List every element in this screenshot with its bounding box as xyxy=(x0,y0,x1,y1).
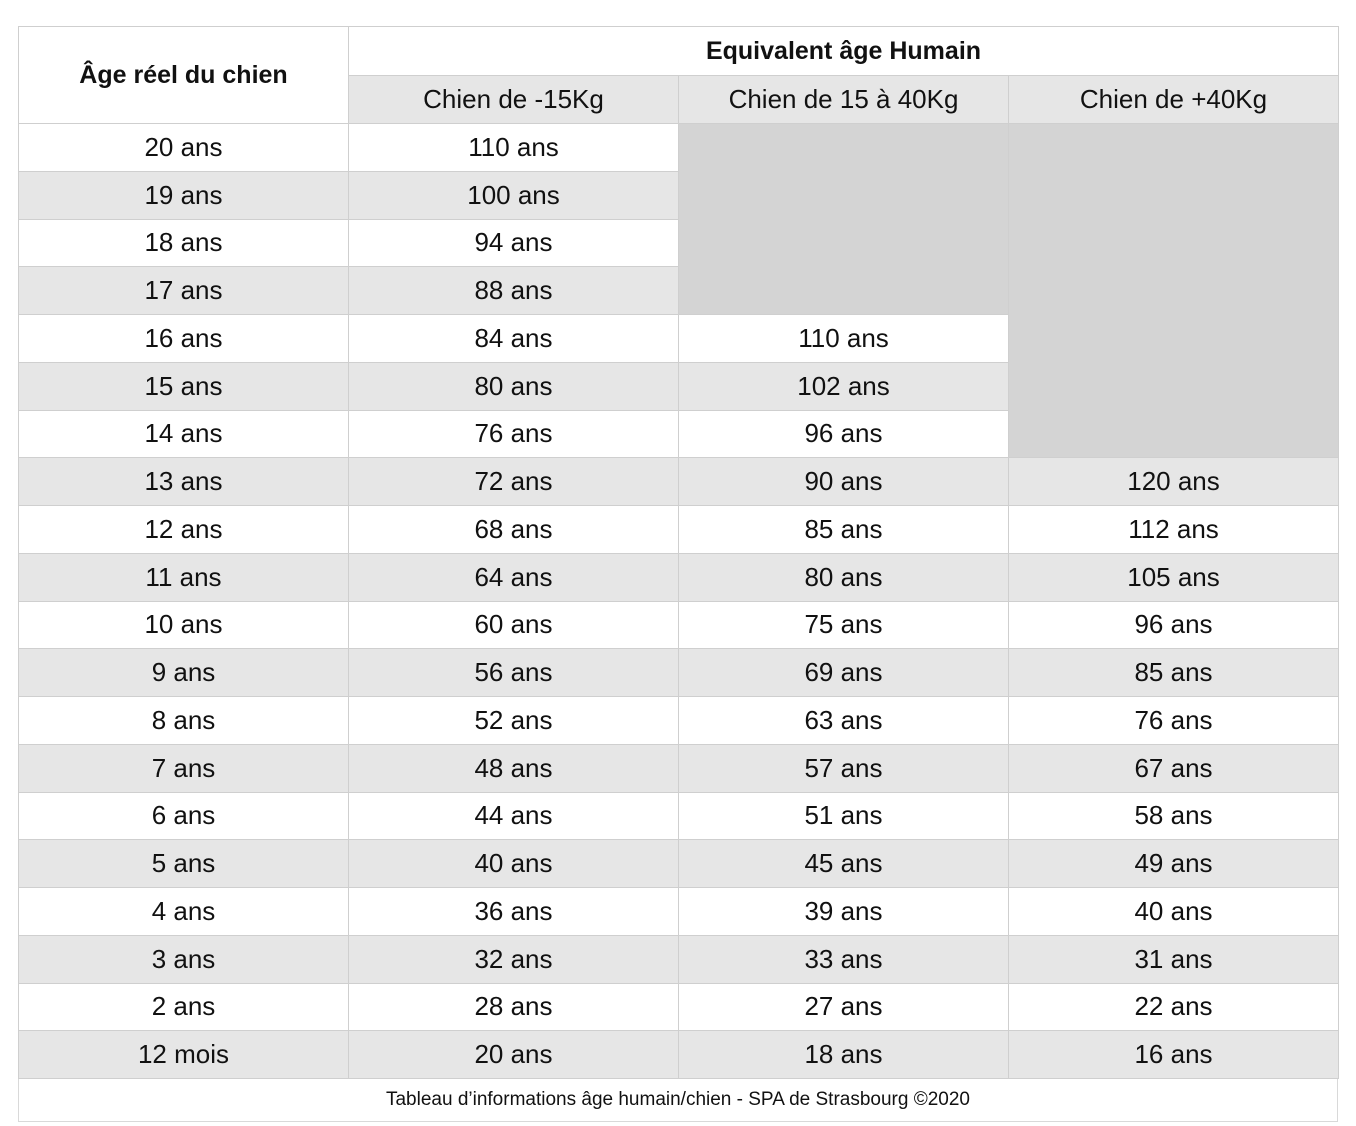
large-dog-age-cell: 16 ans xyxy=(1009,1031,1339,1079)
dog-age-cell: 18 ans xyxy=(19,219,349,267)
medium-dog-age-cell: 39 ans xyxy=(679,888,1009,936)
small-dog-age-cell: 84 ans xyxy=(349,315,679,363)
small-dog-age-cell: 52 ans xyxy=(349,697,679,745)
medium-dog-age-cell: 96 ans xyxy=(679,410,1009,458)
small-dog-age-cell: 80 ans xyxy=(349,362,679,410)
equivalent-human-age-header: Equivalent âge Humain xyxy=(349,27,1339,76)
column-header-small-dog: Chien de -15Kg xyxy=(349,76,679,124)
medium-dog-age-cell: 102 ans xyxy=(679,362,1009,410)
small-dog-age-cell: 28 ans xyxy=(349,983,679,1031)
small-dog-age-cell: 40 ans xyxy=(349,840,679,888)
table-row xyxy=(19,983,1339,1031)
dog-age-cell: 11 ans xyxy=(19,553,349,601)
dog-age-cell: 2 ans xyxy=(19,983,349,1031)
small-dog-age-cell: 110 ans xyxy=(349,124,679,172)
dog-age-cell: 9 ans xyxy=(19,649,349,697)
large-dog-age-cell: 67 ans xyxy=(1009,744,1339,792)
medium-dog-age-cell: 45 ans xyxy=(679,840,1009,888)
table-row xyxy=(19,458,1339,506)
small-dog-age-cell: 94 ans xyxy=(349,219,679,267)
large-dog-age-cell: 96 ans xyxy=(1009,601,1339,649)
dog-age-cell: 12 ans xyxy=(19,506,349,554)
table-row xyxy=(19,1031,1339,1079)
large-dog-age-cell: 58 ans xyxy=(1009,792,1339,840)
dog-age-cell: 19 ans xyxy=(19,171,349,219)
table-row xyxy=(19,792,1339,840)
dog-age-cell: 20 ans xyxy=(19,124,349,172)
dog-age-cell: 13 ans xyxy=(19,458,349,506)
medium-dog-empty-block xyxy=(679,124,1009,315)
small-dog-age-cell: 56 ans xyxy=(349,649,679,697)
column-header-medium-dog: Chien de 15 à 40Kg xyxy=(679,76,1009,124)
dog-age-cell: 5 ans xyxy=(19,840,349,888)
small-dog-age-cell: 32 ans xyxy=(349,935,679,983)
table-row xyxy=(19,935,1339,983)
table-row xyxy=(19,744,1339,792)
table-row xyxy=(19,506,1339,554)
medium-dog-age-cell: 80 ans xyxy=(679,553,1009,601)
table-row xyxy=(19,124,1339,172)
dog-human-age-table xyxy=(18,26,1339,1079)
table-caption: Tableau d’informations âge humain/chien - SPA de Strasbourg ©2020 xyxy=(385,1089,970,1110)
dog-age-cell: 7 ans xyxy=(19,744,349,792)
table-row xyxy=(19,888,1339,936)
large-dog-age-cell: 49 ans xyxy=(1009,840,1339,888)
table-row xyxy=(19,601,1339,649)
small-dog-age-cell: 72 ans xyxy=(349,458,679,506)
large-dog-age-cell: 31 ans xyxy=(1009,935,1339,983)
small-dog-age-cell: 100 ans xyxy=(349,171,679,219)
dog-age-cell: 4 ans xyxy=(19,888,349,936)
dog-age-cell: 16 ans xyxy=(19,315,349,363)
large-dog-empty-block xyxy=(1009,124,1339,458)
dog-age-cell: 6 ans xyxy=(19,792,349,840)
table-row xyxy=(19,697,1339,745)
table-row xyxy=(19,840,1339,888)
large-dog-age-cell: 105 ans xyxy=(1009,553,1339,601)
dog-age-cell: 12 mois xyxy=(19,1031,349,1079)
medium-dog-age-cell: 18 ans xyxy=(679,1031,1009,1079)
small-dog-age-cell: 44 ans xyxy=(349,792,679,840)
dog-age-cell: 8 ans xyxy=(19,697,349,745)
medium-dog-age-cell: 57 ans xyxy=(679,744,1009,792)
large-dog-age-cell: 85 ans xyxy=(1009,649,1339,697)
small-dog-age-cell: 88 ans xyxy=(349,267,679,315)
small-dog-age-cell: 48 ans xyxy=(349,744,679,792)
medium-dog-age-cell: 63 ans xyxy=(679,697,1009,745)
large-dog-age-cell: 120 ans xyxy=(1009,458,1339,506)
dog-age-cell: 14 ans xyxy=(19,410,349,458)
small-dog-age-cell: 68 ans xyxy=(349,506,679,554)
medium-dog-age-cell: 90 ans xyxy=(679,458,1009,506)
large-dog-age-cell: 22 ans xyxy=(1009,983,1339,1031)
medium-dog-age-cell: 69 ans xyxy=(679,649,1009,697)
small-dog-age-cell: 60 ans xyxy=(349,601,679,649)
dog-age-cell: 10 ans xyxy=(19,601,349,649)
dog-age-cell: 15 ans xyxy=(19,362,349,410)
large-dog-age-cell: 76 ans xyxy=(1009,697,1339,745)
medium-dog-age-cell: 75 ans xyxy=(679,601,1009,649)
large-dog-age-cell: 40 ans xyxy=(1009,888,1339,936)
medium-dog-age-cell: 85 ans xyxy=(679,506,1009,554)
large-dog-age-cell: 112 ans xyxy=(1009,506,1339,554)
small-dog-age-cell: 36 ans xyxy=(349,888,679,936)
medium-dog-age-cell: 110 ans xyxy=(679,315,1009,363)
small-dog-age-cell: 76 ans xyxy=(349,410,679,458)
medium-dog-age-cell: 33 ans xyxy=(679,935,1009,983)
table-row xyxy=(19,553,1339,601)
table-row xyxy=(19,649,1339,697)
dog-age-cell: 3 ans xyxy=(19,935,349,983)
small-dog-age-cell: 64 ans xyxy=(349,553,679,601)
dog-age-header: Âge réel du chien xyxy=(19,27,349,124)
column-header-large-dog: Chien de +40Kg xyxy=(1009,76,1339,124)
medium-dog-age-cell: 27 ans xyxy=(679,983,1009,1031)
dog-age-cell: 17 ans xyxy=(19,267,349,315)
small-dog-age-cell: 20 ans xyxy=(349,1031,679,1079)
medium-dog-age-cell: 51 ans xyxy=(679,792,1009,840)
